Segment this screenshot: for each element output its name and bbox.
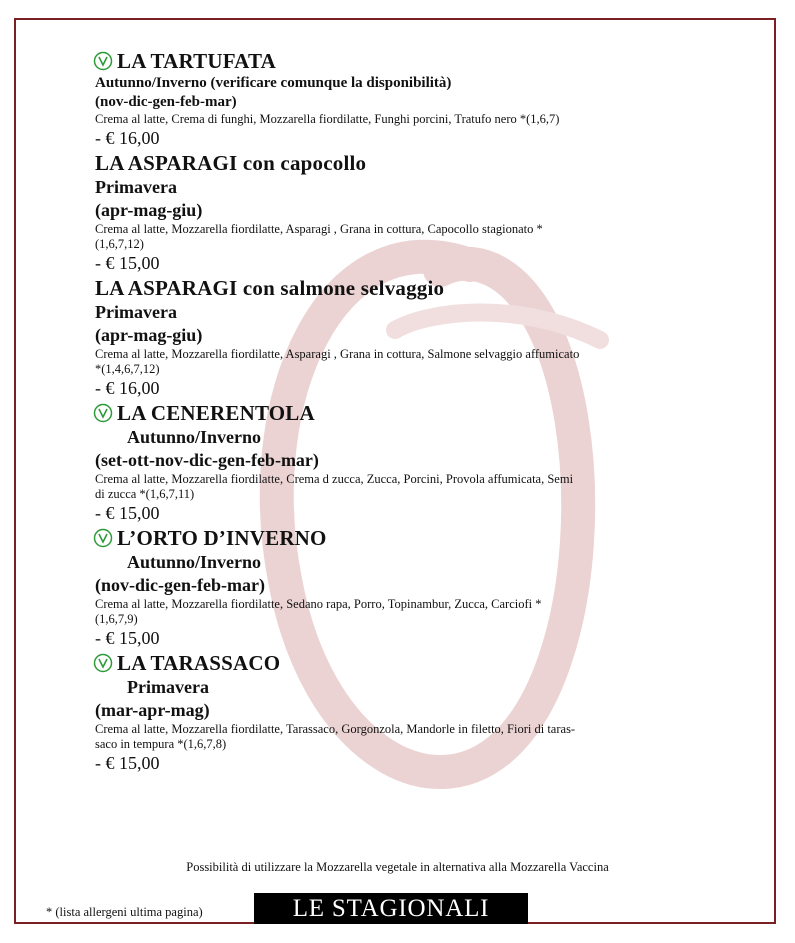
item-ingredients: Crema al latte, Crema di funghi, Mozzarella fiordilatte, Funghi porcini, Tratufo nero *(1,6,7) — [95, 112, 560, 126]
mozzarella-note: Possibilità di utilizzare la Mozzarella vegetale in alternativa alla Mozzarella Vaccina — [186, 860, 609, 874]
vegetarian-icon — [93, 51, 113, 71]
item-ingredients-cont: (1,6,7,9) — [95, 612, 138, 626]
item-price: - € 16,00 — [95, 128, 160, 148]
item-price: - € 16,00 — [95, 378, 160, 398]
item-season: Primavera — [95, 302, 177, 322]
allergen-note: * (lista allergeni ultima pagina) — [46, 905, 203, 919]
item-season: Autunno/Inverno — [127, 427, 262, 447]
section-banner: LE STAGIONALI — [254, 893, 528, 924]
menu-item — [95, 48, 715, 149]
vegetarian-icon — [93, 403, 113, 423]
menu-item — [95, 275, 715, 399]
item-season: Autunno/Inverno — [127, 552, 262, 572]
item-months: (mar-apr-mag) — [95, 700, 210, 720]
item-season: Autunno/Inverno (verificare comunque la disponibilità) — [95, 75, 452, 91]
item-season: Primavera — [95, 177, 177, 197]
item-title: L’ORTO D’INVERNO — [117, 526, 327, 550]
item-price: - € 15,00 — [95, 628, 160, 648]
item-ingredients-cont: *(1,4,6,7,12) — [95, 362, 160, 376]
item-months: (nov-dic-gen-feb-mar) — [95, 575, 265, 595]
item-ingredients: Crema al latte, Mozzarella fiordilatte, Crema d zucca, Zucca, Porcini, Provola affumicata, Semi — [95, 472, 574, 486]
item-months: (set-ott-nov-dic-gen-feb-mar) — [95, 450, 319, 470]
item-ingredients-cont: saco in tempura *(1,6,7,8) — [95, 737, 227, 751]
item-price: - € 15,00 — [95, 253, 160, 273]
item-ingredients: Crema al latte, Mozzarella fiordilatte, Tarassaco, Gorgonzola, Mandorle in filetto, Fiori di taras- — [95, 722, 576, 736]
item-title: LA CENERENTOLA — [117, 401, 315, 425]
item-ingredients: Crema al latte, Mozzarella fiordilatte, Asparagi , Grana in cottura, Capocollo stagionato * — [95, 222, 543, 236]
item-months: (apr-mag-giu) — [95, 325, 203, 345]
item-months: (nov-dic-gen-feb-mar) — [95, 94, 237, 110]
item-price: - € 15,00 — [95, 753, 160, 773]
item-ingredients-cont: (1,6,7,12) — [95, 237, 144, 251]
item-months: (apr-mag-giu) — [95, 200, 203, 220]
menu-list — [95, 48, 715, 775]
item-ingredients: Crema al latte, Mozzarella fiordilatte, Asparagi , Grana in cottura, Salmone selvaggio affumicato — [95, 347, 580, 361]
item-ingredients-cont: di zucca *(1,6,7,11) — [95, 487, 195, 501]
vegetarian-icon — [93, 653, 113, 673]
menu-item — [95, 400, 715, 524]
item-price: - € 15,00 — [95, 503, 160, 523]
menu-item — [95, 150, 715, 274]
vegetarian-icon — [93, 528, 113, 548]
item-title: LA ASPARAGI con capocollo — [95, 151, 367, 175]
menu-item — [95, 525, 715, 649]
item-ingredients: Crema al latte, Mozzarella fiordilatte, Sedano rapa, Porro, Topinambur, Zucca, Carciofi * — [95, 597, 542, 611]
menu-item — [95, 650, 715, 774]
item-title: LA ASPARAGI con salmone selvaggio — [95, 276, 445, 300]
item-title: LA TARTUFATA — [117, 49, 276, 73]
item-title: LA TARASSACO — [117, 651, 281, 675]
item-season: Primavera — [127, 677, 209, 697]
